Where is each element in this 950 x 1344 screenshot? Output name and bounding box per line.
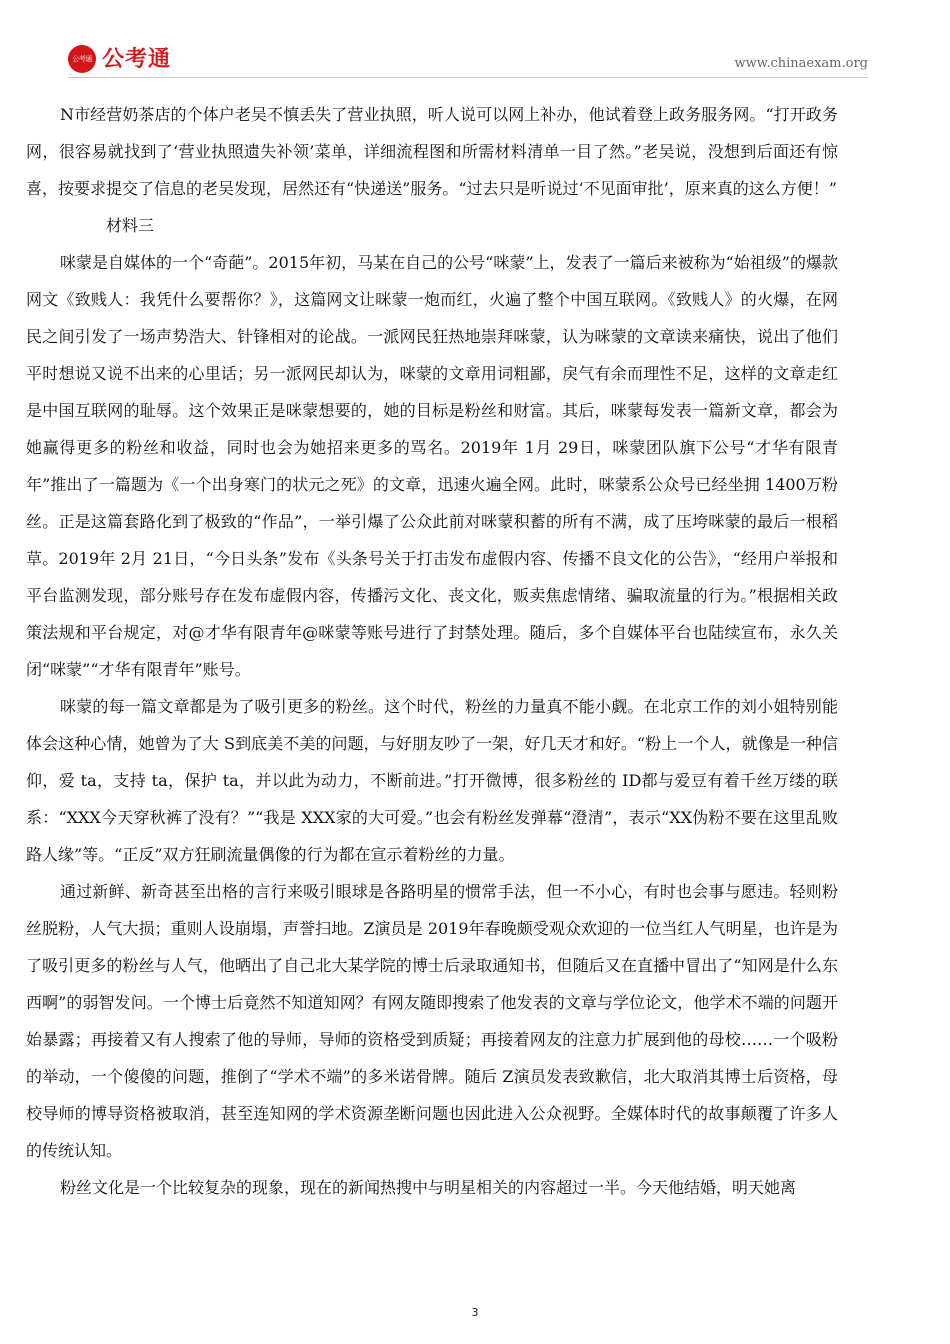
header-divider xyxy=(68,77,868,78)
paragraph-2: 咪蒙是自媒体的一个“奇葩”。2015年初，马某在自己的公号“咪蒙”上，发表了一篇后来被称为“始祖级”的爆款网文《致贱人：我凭什么要帮你？》，这篇网文让咪蒙一炮而红，火遍了整个中国互联网。《致贱人》的火爆，在网民之间引发了一场声势浩大、针锋相对的论战。一派网民狂热地崇拜咪蒙，认为咪蒙的文章读来痛快，说出了他们平时想说又说不出来的心里话；另一派网民却认为，咪蒙的文章用词粗鄙，戾气有余而理性不足，这样的文章走红是中国互联网的耻辱。这个效果正是咪蒙想要的，她的目标是粉丝和财富。其后，咪蒙每发表一篇新文章，都会为她赢得更多的粉丝和收益，同时也会为她招来更多的骂名。2019年 1月 29日，咪蒙团队旗下公号“才华有限青年”推出了一篇题为《一个出身寒门的状元之死》的文章，迅速火遍全网。此时，咪蒙系公众号已经坐拥 1400万粉丝。正是这篇套路化到了极致的“作品”，一举引爆了公众此前对咪蒙积蓄的所有不满，成了压垮咪蒙的最后一根稻草。2019年 2月 21日，“今日头条”发布《头条号关于打击发布虚假内容、传播不良文化的公告》，“经用户举报和平台监测发现，部分账号存在发布虚假内容，传播污文化、丧文化，贩卖焦虑情绪、骗取流量的行为。”根据相关政策法规和平台规定，对@才华有限青年@咪蒙等账号进行了封禁处理。随后，多个自媒体平台也陆续宣布，永久关闭“咪蒙”“才华有限青年”账号。 xyxy=(26,253,838,679)
document-body xyxy=(26,96,838,1206)
paragraph-3: 咪蒙的每一篇文章都是为了吸引更多的粉丝。这个时代，粉丝的力量真不能小觑。在北京工作的刘小姐特别能体会这种心情，她曾为了大 S到底美不美的问题，与好朋友吵了一架，好几天才和好。“粉上一个人，就像是一种信仰，爱 ta，支持 ta，保护 ta，并以此为动力，不断前进。”打开微博，很多粉丝的 ID都与爱豆有着千丝万缕的联系：“XXX今天穿秋裤了没有？”“我是 XXX家的大可爱。”也会有粉丝发弹幕“澄清”，表示“XX伪粉不要在这里乱败路人缘”等。“正反”双方狂刷流量偶像的行为都在宣示着粉丝的力量。 xyxy=(26,697,838,864)
site-url: www.chinaexam.org xyxy=(734,56,868,71)
paragraph-5: 粉丝文化是一个比较复杂的现象，现在的新闻热搜中与明星相关的内容超过一半。今天他结婚，明天她离 xyxy=(60,1178,797,1197)
paragraph-4: 通过新鲜、新奇甚至出格的言行来吸引眼球是各路明星的惯常手法，但一不小心，有时也会事与愿违。轻则粉丝脱粉，人气大损；重则人设崩塌，声誉扫地。Z演员是 2019年春晚颇受观众欢迎的一位当红人气明星，也许是为了吸引更多的粉丝与人气，他晒出了自己北大某学院的博士后录取通知书，但随后又在直播中冒出了“知网是什么东西啊”的弱智发问。一个博士后竟然不知道知网？有网友随即搜索了他发表的文章与学位论文，他学术不端的问题开始暴露；再接着又有人搜索了他的导师，导师的资格受到质疑；再接着网友的注意力扩展到他的母校……一个吸粉的举动，一个傻傻的问题，推倒了“学术不端”的多米诺骨牌。随后 Z演员发表致歉信，北大取消其博士后资格，母校导师的博导资格被取消，甚至连知网的学术资源垄断问题也因此进入公众视野。全媒体时代的故事颠覆了许多人的传统认知。 xyxy=(26,882,838,1160)
paragraph-1: N市经营奶茶店的个体户老吴不慎丢失了营业执照，听人说可以网上补办，他试着登上政务服务网。“打开政务网，很容易就找到了‘营业执照遗失补领’菜单，详细流程图和所需材料清单一目了然。”老吴说，没想到后面还有惊喜，按要求提交了信息的老吴发现，居然还有“快递送”服务。“过去只是听说过‘不见面审批’，原来真的这么方便！” xyxy=(26,105,838,198)
logo-text: 公考通 xyxy=(102,47,172,72)
page-header xyxy=(68,40,868,76)
section-heading: 材料三 xyxy=(106,216,155,235)
page-number: 3 xyxy=(471,1306,479,1319)
logo-badge-icon: 公考通 xyxy=(68,45,96,73)
